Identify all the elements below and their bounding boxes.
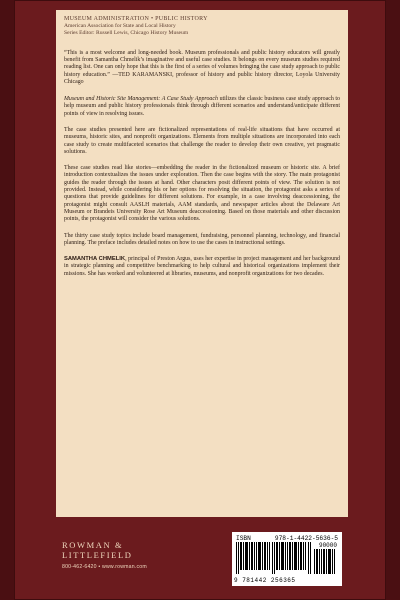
paragraph-1-text: utilizes the classic business case study approach to help museum and public history professionals think through different scenarios and understand/anticipate different points of view in resolving issues. [64,96,340,117]
publisher-logo [62,540,147,570]
series-title: MUSEUM ADMINISTRATION • PUBLIC HISTORY [64,16,208,22]
quote-attribution: —TED KARAMANSKI, professor of history and public history director, Loyola University Chicago [64,71,340,85]
barcode-icon [236,542,312,574]
barcode-addon-icon [314,549,336,574]
price-code: 90000 [318,542,337,549]
cover-footer [56,520,348,600]
publisher-name-line1: ROWMAN & [62,540,124,550]
spine-edge-right [386,0,400,600]
series-header [64,16,340,38]
barcode-digits: 9 781442 256365 [234,577,296,584]
author-bio [64,256,340,278]
isbn-prefix: ISBN [236,535,251,542]
series-editor: Series Editor: Russell Lewis, Chicago History Museum [64,30,189,37]
isbn-label-row [236,535,338,542]
spine-edge-left [0,0,14,600]
author-bio-text: , principal of Preston Argus, uses her expertise in project management and her background in strategic planning and competitive benchmarking to help cultural and historical organizations implement their missions. She has worked and volunteered at libraries, museums, and nonprofit organizations for two decades. [64,256,340,277]
endorsement-quote [64,50,340,86]
isbn-number: 978-1-4422-5636-5 [274,535,338,542]
quote-text: “This is a most welcome and long-needed book. Museum professionals and public history educators will greatly benefit from Samantha Chmelik’s imaginative and useful case studies. It belongs on every museum studies required reading list. One can only hope that this is the first of a series of volumes bringing the case study approach to public history education.” [64,49,340,78]
isbn-barcode-box [232,532,342,586]
text-panel [56,10,348,517]
description-paragraph-2: The case studies presented here are fictionalized representations of real-life situations that have occurred at museums, historic sites, and nonprofit organizations. Elements from multiple situations are incorporated into each case study to create multifaceted scenarios that challenge the reader to develop their own creative, yet pragmatic solutions. [64,126,340,155]
series-association: American Association for State and Local History [64,23,176,30]
description-paragraph-4: The thirty case study topics include board management, fundraising, personnel planning, technology, and financial planning. The preface includes detailed notes on how to use the cases in instructional settings. [64,232,340,246]
publisher-name-line2: LITTLEFIELD [62,550,133,560]
author-name: SAMANTHA CHMELIK [64,256,126,263]
book-title-inline: Museum and Historic Site Management: A Case Study Approach [64,96,218,103]
description-paragraph-1 [64,96,340,118]
publisher-contact: 800-462-6420 • www.rowman.com [62,564,147,570]
description-paragraph-3: These case studies read like stories—embedding the reader in the fictionalized museum or historic site. A brief introduction contextualizes the issues under exploration. Then the case begins with the story. The main protagonist guides the reader through the issues at hand. Other characters posit different points of view. The solution is not provided. Instead, while considering his or her options for resolving the situation, the protagonist asks a series of questions that provide guidelines for different solutions. For example, in a case involving deaccessioning, the protagonist might consult AASLH materials, AAM standards, and newspaper articles about the Delaware Art Museum or Brandeis University Rose Art Museum deaccessioning. Based on those materials and other discussion points, the protagonist will consider the various solutions. [64,165,340,223]
